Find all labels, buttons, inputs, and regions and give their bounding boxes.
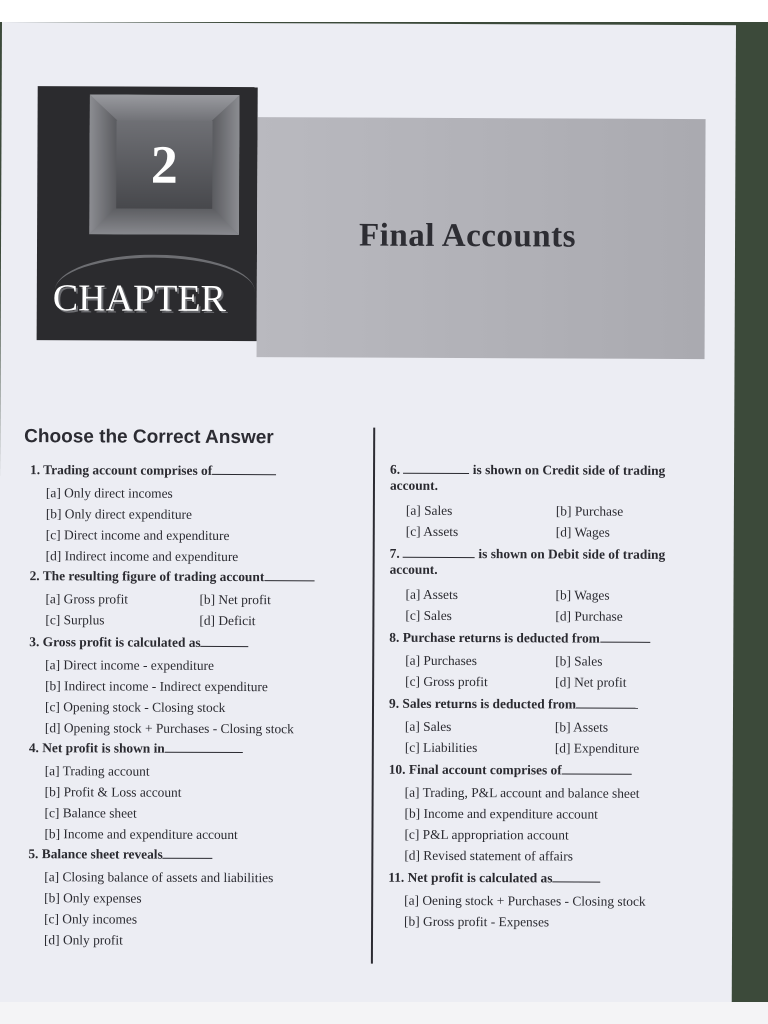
answer-blank — [403, 557, 475, 558]
option: [b] Only expenses — [44, 890, 142, 906]
question-9 — [389, 696, 707, 759]
question-text: is shown on Credit side of trading account. — [389, 462, 666, 493]
bottom-edge — [0, 1002, 768, 1024]
option: [a] Gross profit — [45, 591, 129, 607]
option: [c] Assets — [405, 523, 459, 539]
question-6 — [390, 462, 708, 543]
textbook-page — [0, 22, 736, 1007]
option: [d] Purchase — [555, 608, 623, 624]
question-number: 7. — [389, 545, 400, 561]
questions-right-column — [388, 462, 708, 933]
option: [d] Opening stock + Purchases - Closing stock — [44, 720, 294, 737]
option: [d] Deficit — [199, 612, 256, 629]
page-title: Final Accounts — [358, 217, 577, 255]
option: [d] Net profit — [555, 674, 627, 690]
question-number: 1. — [30, 462, 41, 478]
question-2 — [29, 568, 359, 631]
option: [b] Profit & Loss account — [44, 784, 182, 800]
option: [b] Sales — [555, 653, 603, 669]
answer-blank — [552, 881, 600, 882]
option: [a] Sales — [404, 718, 452, 734]
question-number: 2. — [29, 568, 40, 584]
answer-blank — [576, 708, 638, 709]
option: [c] Opening stock - Closing stock — [44, 699, 226, 715]
option: [a] Closing balance of assets and liabilities — [44, 869, 274, 886]
question-10 — [388, 762, 706, 867]
option: [d] Wages — [555, 524, 610, 540]
question-text: Final account comprises of — [408, 761, 562, 778]
chapter-label: CHAPTER — [52, 277, 227, 320]
cube-front — [116, 121, 212, 209]
option: [b] Only direct expenditure — [45, 506, 193, 522]
question-text: Sales returns is deducted from — [402, 695, 577, 712]
answer-blank — [600, 642, 650, 643]
column-divider — [371, 428, 375, 964]
option: [c] Sales — [405, 607, 452, 623]
chapter-badge — [37, 86, 258, 341]
option: [a] Trading, P&L account and balance sheet — [404, 784, 640, 801]
question-4 — [28, 740, 358, 845]
option: [a] Sales — [405, 502, 453, 518]
question-text: Purchase returns is deducted from — [402, 629, 600, 646]
question-11 — [388, 870, 706, 933]
question-7 — [389, 546, 707, 627]
option: [a] Purchases — [405, 652, 478, 669]
option: [d] Expenditure — [554, 740, 640, 756]
question-text: Net profit is shown in — [42, 740, 165, 756]
option: [c] Gross profit — [405, 673, 488, 690]
option: [b] Wages — [555, 587, 610, 603]
question-number: 5. — [28, 846, 39, 862]
question-text: Balance sheet reveals — [41, 846, 163, 862]
option: [c] Balance sheet — [44, 805, 137, 821]
question-text: The resulting figure of trading account — [42, 568, 265, 585]
question-5 — [28, 846, 358, 951]
question-number: 6. — [390, 461, 401, 477]
option: [c] Liabilities — [404, 739, 478, 756]
option: [b] Assets — [554, 719, 609, 735]
question-text: Gross profit is calculated as — [42, 634, 201, 650]
option: [d] Only profit — [43, 932, 123, 948]
chapter-number: 2 — [150, 134, 179, 195]
option: [b] Net profit — [199, 591, 271, 608]
top-edge — [0, 0, 768, 22]
option: [b] Income and expenditure account — [44, 826, 238, 843]
questions-left-column — [28, 462, 360, 951]
answer-blank — [163, 858, 213, 859]
question-1 — [30, 462, 360, 567]
answer-blank — [403, 473, 469, 474]
option: [a] Trading account — [44, 763, 150, 779]
option: [b] Gross profit - Expenses — [404, 913, 550, 930]
cube-graphic — [89, 94, 240, 235]
question-number: 11. — [388, 869, 405, 885]
option: [d] Revised statement of affairs — [404, 847, 573, 864]
answer-blank — [212, 474, 276, 475]
option: [a] Oening stock + Purchases - Closing stock — [404, 892, 646, 909]
option: [c] P&L appropriation account — [404, 826, 569, 843]
option: [b] Purchase — [555, 503, 624, 519]
question-text: Trading account comprises of — [43, 462, 213, 478]
option: [c] Direct income and expenditure — [45, 527, 230, 543]
section-heading: Choose the Correct Answer — [24, 426, 274, 449]
answer-blank — [562, 773, 632, 774]
question-number: 3. — [29, 634, 40, 650]
title-band — [257, 117, 706, 359]
question-3 — [29, 634, 359, 739]
answer-blank — [201, 646, 249, 647]
question-number: 9. — [388, 695, 400, 711]
option: [b] Indirect income - Indirect expenditure — [45, 678, 268, 695]
option: [a] Only direct incomes — [45, 485, 173, 501]
option: [a] Direct income - expenditure — [45, 657, 215, 673]
option: [a] Assets — [405, 586, 458, 602]
option: [d] Indirect income and expenditure — [45, 548, 239, 565]
option: [c] Surplus — [45, 612, 105, 628]
answer-blank — [165, 752, 243, 753]
answer-blank — [264, 580, 314, 581]
option: [b] Income and expenditure account — [404, 805, 598, 822]
question-number: 4. — [28, 740, 39, 756]
question-text: is shown on Debit side of trading account. — [389, 546, 666, 577]
question-8 — [389, 630, 707, 693]
question-number: 8. — [389, 629, 400, 645]
question-text: Net profit is calculated as — [407, 869, 553, 886]
option: [c] Only incomes — [44, 911, 138, 927]
question-number: 10. — [388, 761, 406, 777]
